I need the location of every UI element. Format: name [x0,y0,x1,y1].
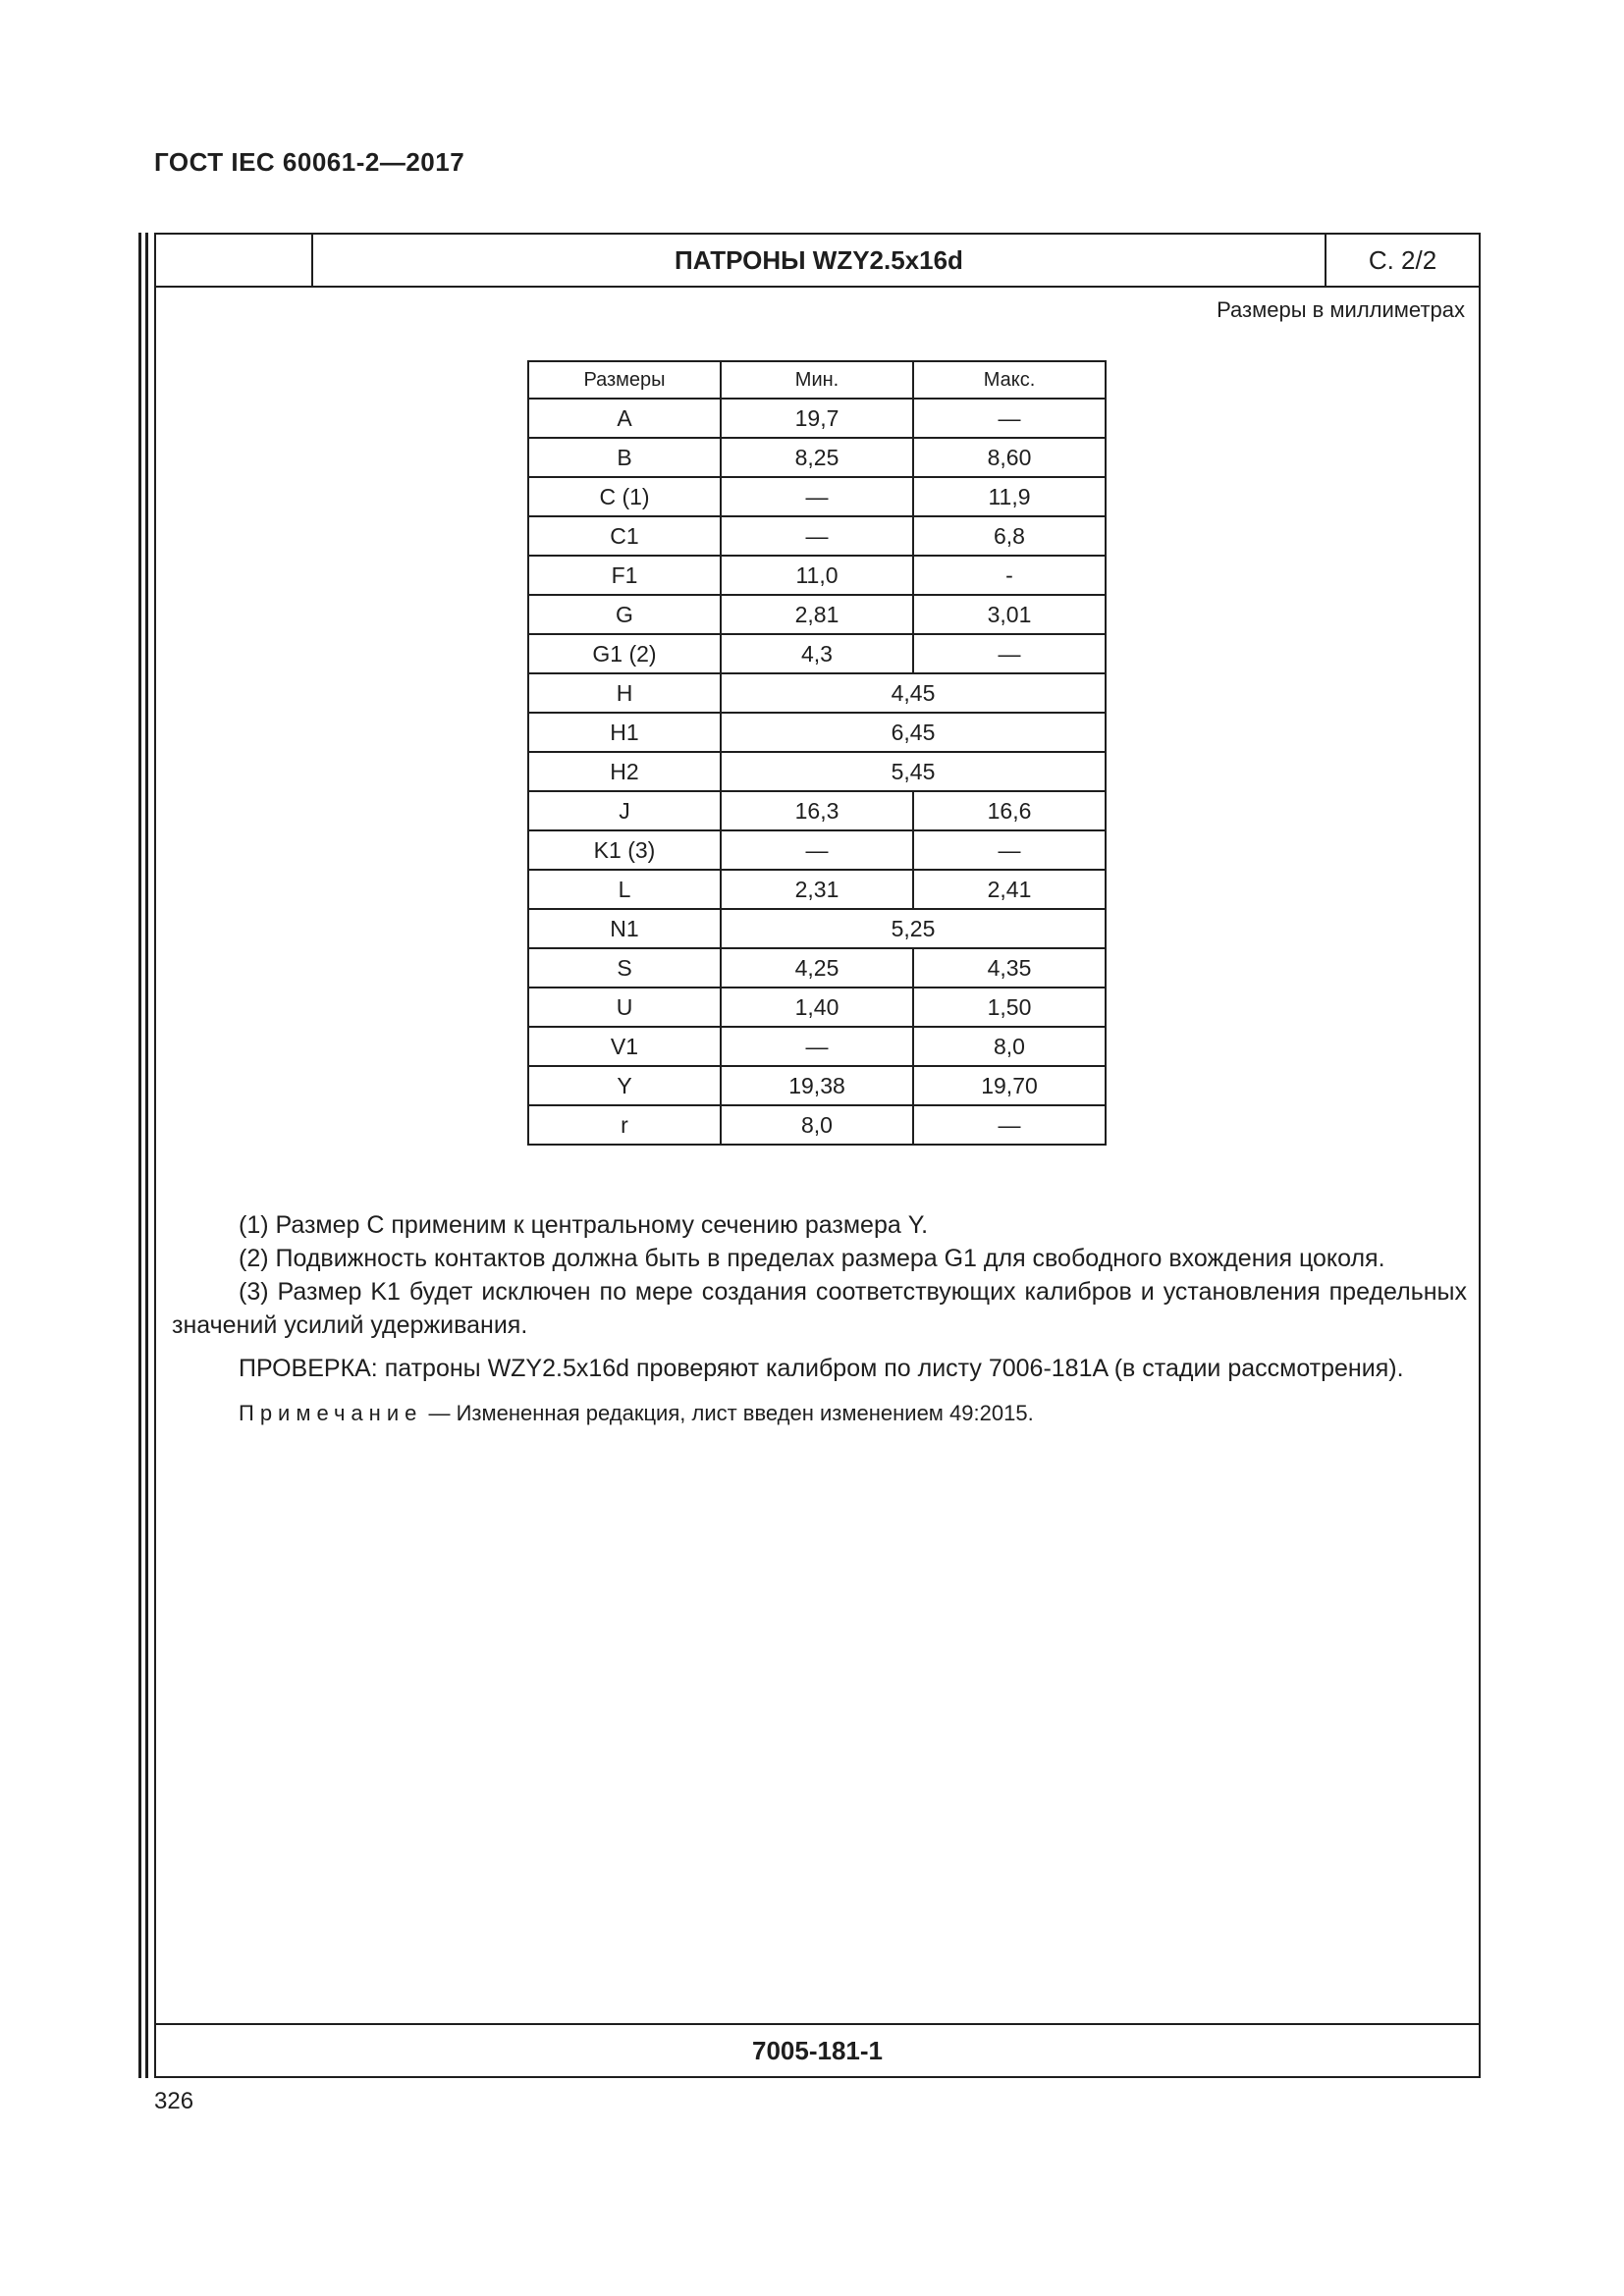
min-cell: 2,31 [721,870,913,909]
table-row [528,673,1106,713]
min-cell: 11,0 [721,556,913,595]
sheet-frame [154,233,1481,2078]
notes-section [156,1208,1483,1430]
table-row [528,1027,1106,1066]
dimensions-table-body [528,399,1106,1145]
dimension-cell: G [528,595,721,634]
binding-bar-outer [138,233,141,2078]
min-cell: 4,3 [721,634,913,673]
table-row [528,634,1106,673]
remark-text: — Измененная редакция, лист введен изменением 49:2015. [422,1401,1034,1425]
dimension-cell: G1 (2) [528,634,721,673]
table-row [528,988,1106,1027]
standard-header: ГОСТ IEC 60061-2—2017 [154,147,465,177]
min-cell: 16,3 [721,791,913,830]
table-row [528,948,1106,988]
dimension-cell: H1 [528,713,721,752]
table-row [528,595,1106,634]
dimension-cell: N1 [528,909,721,948]
dimension-cell: C (1) [528,477,721,516]
max-cell: 1,50 [913,988,1106,1027]
max-cell: — [913,1105,1106,1145]
dimension-cell: F1 [528,556,721,595]
sheet-page-label: С. 2/2 [1325,235,1479,286]
remark [172,1397,1467,1430]
table-row [528,516,1106,556]
min-cell: — [721,477,913,516]
table-row [528,477,1106,516]
min-cell: 8,0 [721,1105,913,1145]
dimensions-table [527,360,1107,1146]
dimension-cell: B [528,438,721,477]
binding-bar-inner [145,233,148,2078]
table-row [528,909,1106,948]
table-row [528,752,1106,791]
table-row [528,399,1106,438]
note-2: (2) Подвижность контактов должна быть в пределах размера G1 для свободного вхождения цоколя. [239,1245,1385,1272]
table-row [528,870,1106,909]
dimension-cell: H2 [528,752,721,791]
min-cell: 4,25 [721,948,913,988]
max-cell: — [913,634,1106,673]
max-cell: 19,70 [913,1066,1106,1105]
sheet-title: ПАТРОНЫ WZY2.5x16d [675,244,963,275]
dimension-cell: J [528,791,721,830]
min-cell: 19,7 [721,399,913,438]
max-cell: 6,8 [913,516,1106,556]
dimension-cell: L [528,870,721,909]
verification-text: ПРОВЕРКА: патроны WZY2.5x16d проверяют калибром по листу 7006-181A (в стадии рассмотрения). [239,1355,1404,1382]
note-3: (3) Размер K1 будет исключен по мере создания соответствующих калибров и установления предельных значений усилий удерживания. [172,1278,1467,1339]
dimension-cell: V1 [528,1027,721,1066]
remark-label: Примечание [239,1401,423,1425]
min-cell: — [721,516,913,556]
max-cell: 11,9 [913,477,1106,516]
table-row [528,830,1106,870]
dimension-cell: H [528,673,721,713]
max-cell: 3,01 [913,595,1106,634]
table-row [528,1105,1106,1145]
value-cell: 4,45 [721,673,1106,713]
dimension-cell: Y [528,1066,721,1105]
dimension-cell: S [528,948,721,988]
dimension-cell: U [528,988,721,1027]
max-cell: 8,0 [913,1027,1106,1066]
value-cell: 5,45 [721,752,1106,791]
column-header-min: Мин. [721,361,913,399]
table-row [528,556,1106,595]
max-cell: 8,60 [913,438,1106,477]
dimension-cell: C1 [528,516,721,556]
min-cell: 8,25 [721,438,913,477]
min-cell: 19,38 [721,1066,913,1105]
column-header-dimension: Размеры [528,361,721,399]
page-number: 326 [154,2088,194,2114]
min-cell: 2,81 [721,595,913,634]
max-cell: - [913,556,1106,595]
dimension-cell: K1 (3) [528,830,721,870]
table-row [528,713,1106,752]
max-cell: — [913,399,1106,438]
min-cell: — [721,1027,913,1066]
value-cell: 5,25 [721,909,1106,948]
max-cell: 2,41 [913,870,1106,909]
column-header-max: Макс. [913,361,1106,399]
title-blank-cell [156,235,313,286]
dimension-cell: A [528,399,721,438]
sheet-title-row [156,235,1479,288]
min-cell: 1,40 [721,988,913,1027]
table-row [528,1066,1106,1105]
max-cell: 4,35 [913,948,1106,988]
table-row [528,438,1106,477]
value-cell: 6,45 [721,713,1106,752]
max-cell: 16,6 [913,791,1106,830]
units-note: Размеры в миллиметрах [1217,297,1465,322]
max-cell: — [913,830,1106,870]
dimension-cell: r [528,1105,721,1145]
min-cell: — [721,830,913,870]
table-header-row [528,361,1106,399]
sheet-footer-code: 7005-181-1 [156,2023,1479,2076]
table-row [528,791,1106,830]
note-1: (1) Размер C применим к центральному сечению размера Y. [239,1211,929,1239]
